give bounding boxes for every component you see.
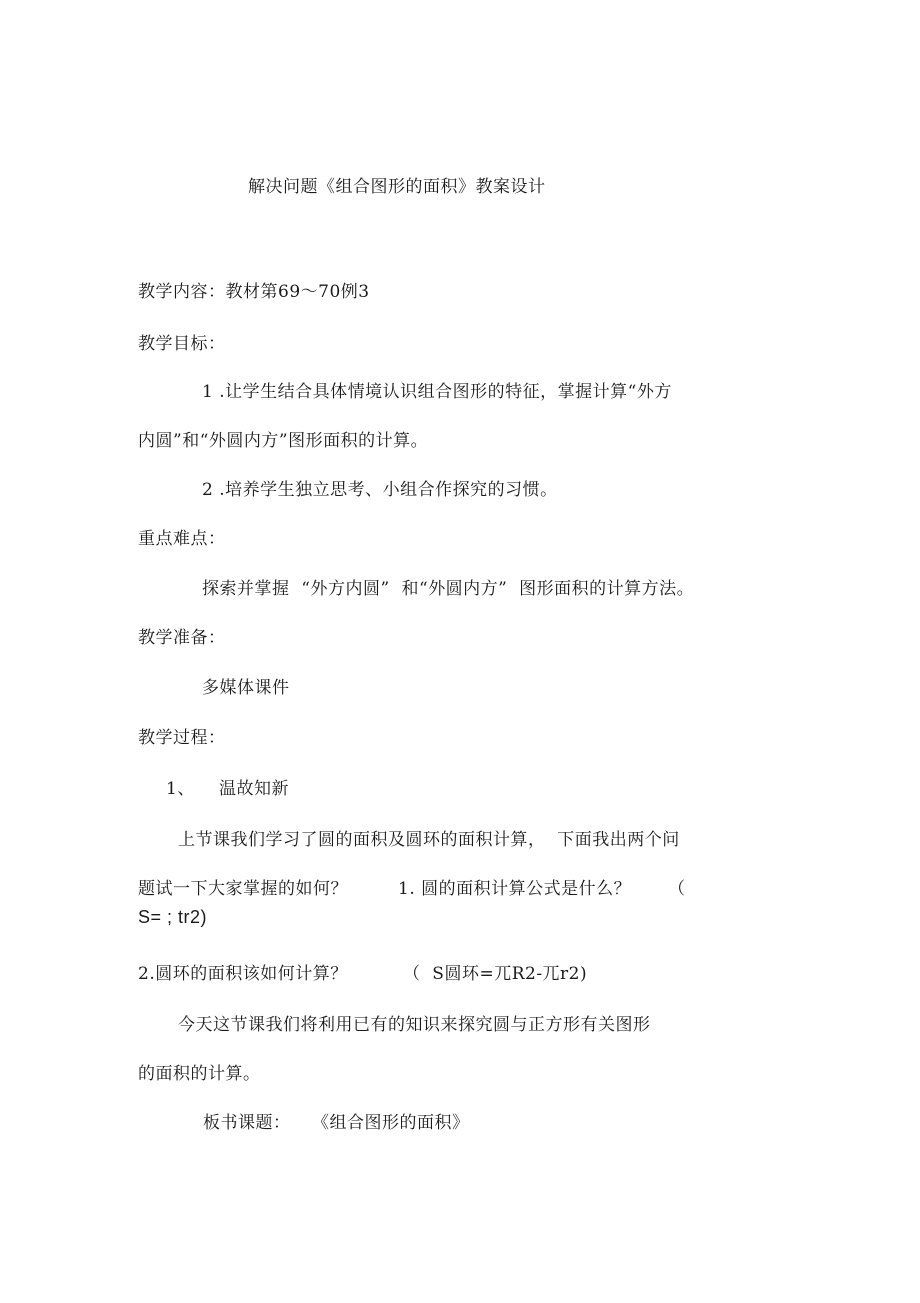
review-line-2c: （ <box>668 879 686 899</box>
review-line-2a: 题试一下大家掌握的如何？ <box>138 879 348 899</box>
formula-circle-area: S= ; tr2) <box>138 907 208 927</box>
today-line-1: 今天这节课我们将利用已有的知识来探究圆与正方形有关图形 <box>178 1015 651 1035</box>
objectives-heading: 教学目标： <box>138 334 226 354</box>
teaching-content: 教学内容：教材第69〜70例3 <box>138 282 370 302</box>
key-points-heading: 重点难点： <box>138 529 226 549</box>
board-title: 《组合图形的面积》 <box>312 1113 470 1133</box>
objective-1-line-1: 1 .让学生结合具体情境认识组合图形的特征，掌握计算“外方 <box>202 382 672 402</box>
formula-ring-area: （ S圆环=兀R2-兀r2) <box>403 964 588 984</box>
today-line-2: 的面积的计算。 <box>138 1064 261 1084</box>
document-title: 解决问题《组合图形的面积》教案设计 <box>248 177 546 197</box>
board-label: 板书课题： <box>203 1113 291 1133</box>
review-line-1: 上节课我们学习了圆的面积及圆环的面积计算， 下面我出两个问 <box>178 830 680 850</box>
preparation-heading: 教学准备： <box>138 628 226 648</box>
review-line-2b: 1. 圆的面积计算公式是什么？ <box>398 879 632 899</box>
step-1-number: 1、 <box>166 779 195 799</box>
process-heading: 教学过程： <box>138 728 226 748</box>
objective-1-line-2: 内圆”和“外圆内方”图形面积的计算。 <box>138 431 429 451</box>
step-1-title: 温故知新 <box>219 779 289 799</box>
question-2: 2.圆环的面积该如何计算？ <box>138 964 348 984</box>
objective-2: 2 .培养学生独立思考、小组合作探究的习惯。 <box>202 480 558 500</box>
key-points-text: 探索并掌握 “外方内圆” 和“外圆内方” 图形面积的计算方法。 <box>202 579 695 599</box>
preparation-text: 多媒体课件 <box>202 678 290 698</box>
